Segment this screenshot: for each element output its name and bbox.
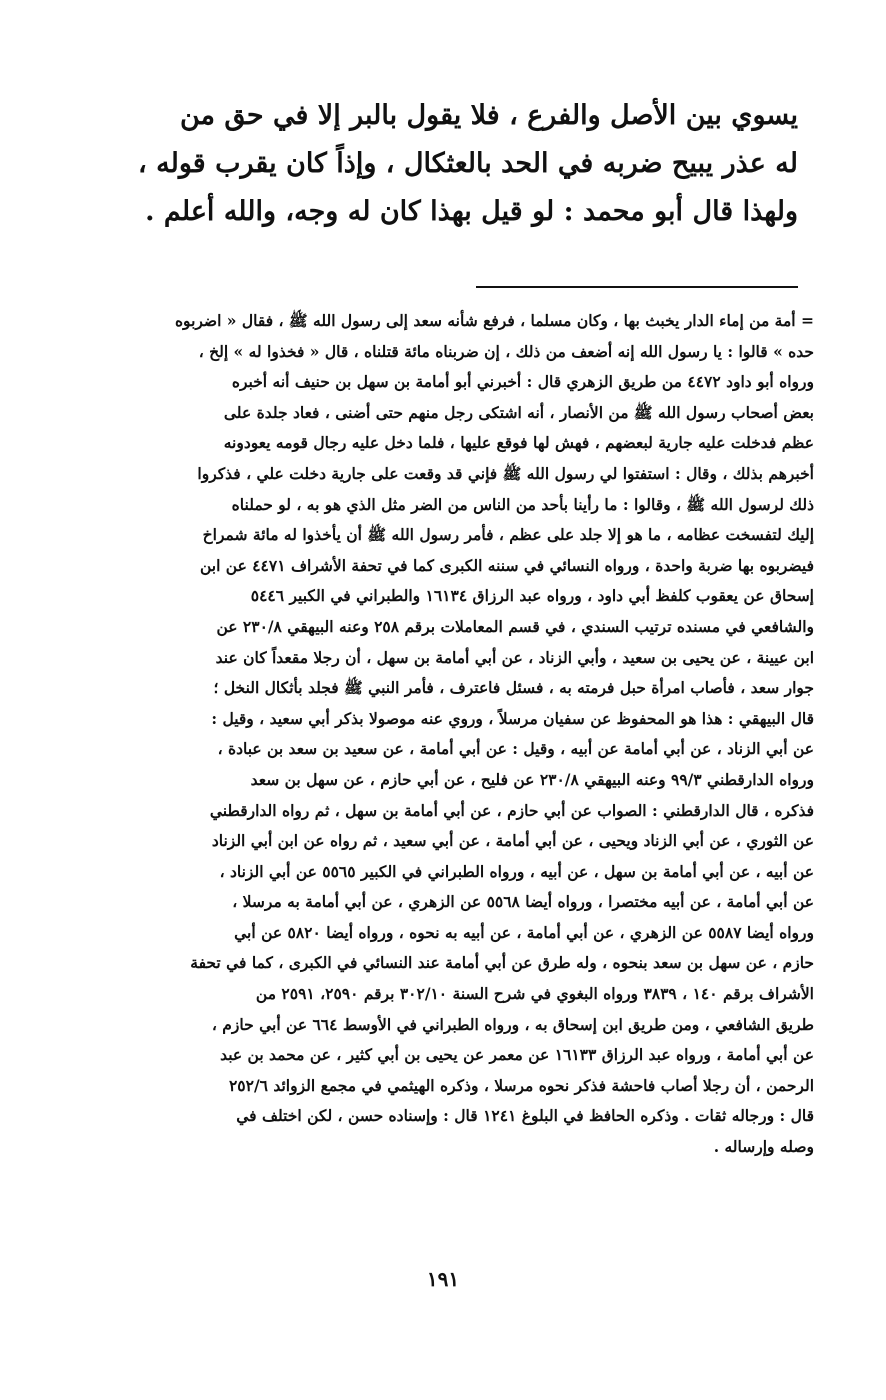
footnote-line: الأشراف برقم ١٤٠ ، ٣٨٣٩ ورواه البغوي في شرح السنة ٣٠٢/١٠ برقم ٢٥٩٠، ٢٥٩١ من (255, 984, 814, 1004)
footnote-separator (476, 286, 798, 288)
footnote-line: ورواه أيضا ٥٥٨٧ عن الزهري ، عن أبي أمامة ، عن أبيه به نحوه ، ورواه أيضا ٥٨٢٠ عن أبي (234, 922, 814, 942)
footnote-line: ذلك لرسول الله ﷺ ، وقالوا : ما رأينا بأحد من الناس من الضر مثل الذي هو به ، لو حملناه (231, 494, 814, 514)
footnote-line: والشافعي في مسنده ترتيب السندي ، في قسم المعاملات برقم ٢٥٨ وعنه البيهقي ٢٣٠/٨ عن (216, 616, 814, 636)
footnote-line: وصله وإرساله . (713, 1137, 814, 1157)
main-text (86, 92, 798, 236)
footnote-line: قال البيهقي : هذا هو المحفوظ عن سفيان مرسلاً ، وروي عنه موصولا بذكر أبي سعيد ، وقيل : (211, 708, 814, 728)
footnote-line: ابن عيينة ، عن يحيى بن سعيد ، وأبي الزناد ، عن أبي أمامة بن سهل ، أن رجلا مقعداً كان عند (215, 647, 814, 667)
footnote-line: عن أبيه ، عن أبي أمامة بن سهل ، عن أبيه ، ورواه الطبراني في الكبير ٥٥٦٥ عن أبي الزناد ، (219, 861, 814, 881)
footnote-line: عن الثوري ، عن أبي الزناد ويحيى ، عن أبي أمامة ، عن أبي سعيد ، ثم رواه عن ابن أبي الزناد (211, 831, 814, 851)
footnote-line: عن أبي أمامة ، عن أبيه مختصرا ، ورواه أيضا ٥٥٦٨ عن الزهري ، عن أبي أمامة به مرسلا ، (232, 892, 814, 912)
footnote-line: ورواه أبو داود ٤٤٧٢ من طريق الزهري قال : أخبرني أبو أمامة بن سهل بن حنيف أنه أخبره (231, 372, 814, 392)
footnote-line: جوار سعد ، فأصاب امرأة حبل فرمته به ، فسئل فاعترف ، فأمر النبي ﷺ فجلد بأثكال النخل ؛ (213, 678, 814, 698)
footnote-line: عن أبي الزناد ، عن أبي أمامة عن أبيه ، وقيل : عن أبي أمامة ، عن سعيد بن سعد بن عبادة ، (217, 739, 814, 759)
footnote-line: حده » قالوا : يا رسول الله إنه أضعف من ذلك ، إن ضربناه مائة قتلناه ، قال « فخذوا له » إلخ ، (198, 341, 814, 361)
footnote-line: بعض أصحاب رسول الله ﷺ من الأنصار ، أنه اشتكى رجل منهم حتى أضنى ، فعاد جلدة على (223, 402, 814, 422)
footnote-line: فيضربوه بها ضربة واحدة ، ورواه النسائي في سننه الكبرى كما في تحفة الأشراف ٤٤٧١ عن ابن (199, 555, 814, 575)
footnote-line: إليك لتفسخت عظامه ، ما هو إلا جلد على عظم ، فأمر رسول الله ﷺ أن يأخذوا له مائة شمراخ (202, 525, 814, 545)
footnote-line: حازم ، عن سهل بن سعد بنحوه ، وله طرق عن أبي أمامة عند النسائي في الكبرى ، كما في تحفة (190, 953, 814, 973)
main-text-line: ولهذا قال أبو محمد : لو قيل بهذا كان له وجه، والله أعلم . (145, 196, 798, 227)
footnote-line: قال : ورجاله ثقات . وذكره الحافظ في البلوغ ١٢٤١ قال : وإسناده حسن ، لكن اختلف في (236, 1106, 814, 1126)
footnote-line: عن أبي أمامة ، ورواه عبد الرزاق ١٦١٣٣ عن معمر عن يحيى بن أبي كثير ، عن محمد بن عبد (220, 1045, 814, 1065)
main-text-line: يسوي بين الأصل والفرع ، فلا يقول بالبر إلا في حق من (179, 100, 798, 131)
page-number: ١٩١ (426, 1267, 460, 1291)
footnote-line: = أمة من إماء الدار يخبث بها ، وكان مسلما ، فرفع شأنه سعد إلى رسول الله ﷺ ، فقال « اضربوه (174, 311, 814, 330)
footnote-line: طريق الشافعي ، ومن طريق ابن إسحاق به ، ورواه الطبراني في الأوسط ٦٦٤ عن أبي حازم ، (211, 1014, 814, 1034)
footnote-line: الرحمن ، أن رجلا أصاب فاحشة فذكر نحوه مرسلا ، وذكره الهيثمي في مجمع الزوائد ٢٥٢/٦ (228, 1075, 814, 1095)
footnote-line: إسحاق عن يعقوب كلفظ أبي داود ، ورواه عبد الرزاق ١٦١٣٤ والطبراني في الكبير ٥٤٤٦ (250, 586, 814, 606)
main-text-line: له عذر يبيح ضربه في الحد بالعثكال ، وإذاً كان يقرب قوله ، (138, 148, 798, 179)
footnote-line: أخبرهم بذلك ، وقال : استفتوا لي رسول الله ﷺ فإني قد وقعت على جارية دخلت علي ، فذكروا (197, 463, 814, 483)
footnote-line: فذكره ، قال الدارقطني : الصواب عن أبي حازم ، عن أبي أمامة بن سهل ، ثم رواه الدارقطني (209, 800, 814, 820)
footnote-line: عظم فدخلت عليه جارية لبعضهم ، فهش لها فوقع عليها ، فلما دخل عليه رجال قومه يعودونه (223, 433, 814, 453)
footnote-line: ورواه الدارقطني ٩٩/٣ وعنه البيهقي ٢٣٠/٨ عن فليح ، عن أبي حازم ، عن سهل بن سعد (250, 769, 814, 789)
footnote (80, 306, 814, 1163)
